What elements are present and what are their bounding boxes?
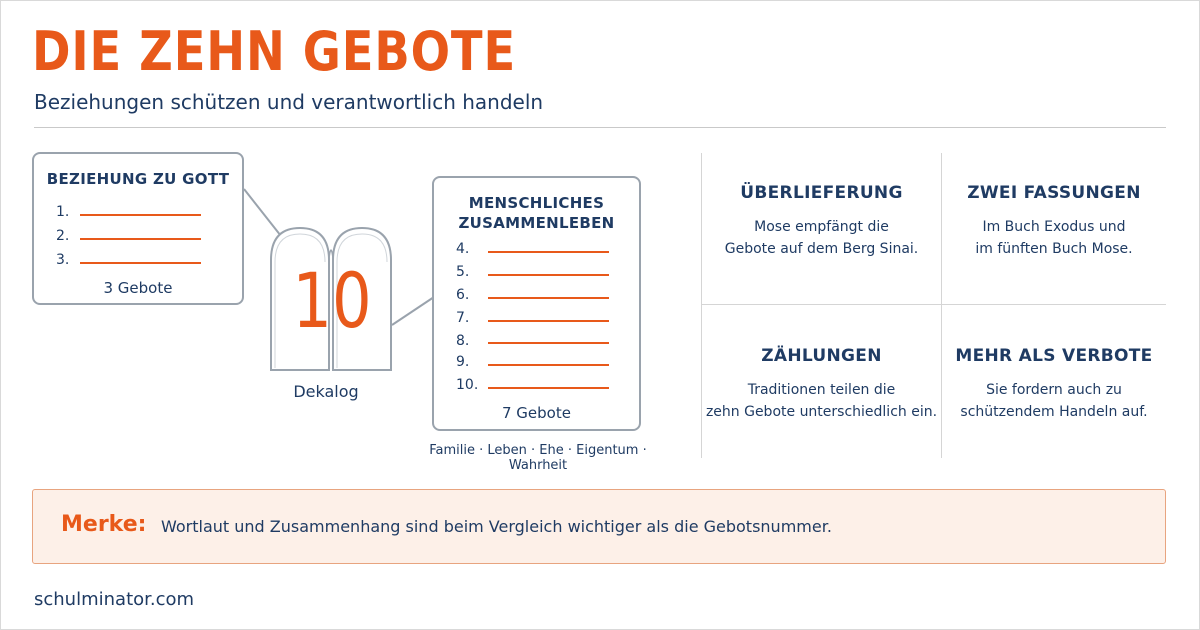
- human-box-heading-line2: ZUSAMMENLEBEN: [458, 214, 615, 232]
- grid-divider-horizontal: [701, 304, 1166, 305]
- god-box-heading: BEZIEHUNG ZU GOTT: [46, 170, 230, 188]
- note-box: [32, 489, 1166, 564]
- human-relationship-box: [432, 176, 641, 431]
- list-item: 3.: [56, 252, 70, 268]
- fact-cell-tradition: [702, 182, 941, 260]
- blank-line: [80, 238, 201, 240]
- blank-line: [488, 251, 609, 253]
- note-label: Merke:: [61, 512, 147, 537]
- list-item: 10.: [456, 377, 479, 393]
- list-item: 9.: [456, 354, 470, 370]
- blank-line: [488, 274, 609, 276]
- list-item: 7.: [456, 310, 470, 326]
- fact-heading: ÜBERLIEFERUNG: [740, 183, 903, 203]
- list-item: 1.: [56, 204, 70, 220]
- blank-line: [488, 387, 609, 389]
- fact-heading: ZWEI FASSUNGEN: [967, 183, 1141, 203]
- list-item: 6.: [456, 287, 470, 303]
- fact-text: Traditionen teilen die zehn Gebote unterschiedlich ein.: [705, 382, 938, 420]
- human-box-count: 7 Gebote: [502, 404, 571, 422]
- god-box-count: 3 Gebote: [103, 279, 173, 297]
- human-topics: Familie · Leben · Ehe · Eigentum · Wahrheit: [429, 443, 647, 473]
- fact-heading: ZÄHLUNGEN: [761, 346, 882, 366]
- note-text: Wortlaut und Zusammenhang sind beim Vergleich wichtiger als die Gebotsnummer.: [161, 517, 832, 536]
- fact-text: Im Buch Exodus und im fünften Buch Mose.: [975, 219, 1133, 257]
- fact-text: Sie fordern auch zu schützendem Handeln auf.: [960, 382, 1148, 420]
- tablets-caption: Dekalog: [293, 382, 359, 401]
- fact-cell-versions: [942, 182, 1166, 260]
- site-link[interactable]: schulminator.com: [34, 589, 195, 610]
- blank-line: [80, 214, 201, 216]
- fact-cell-more-than-prohibitions: [942, 345, 1166, 423]
- fact-cell-counting: [702, 345, 941, 423]
- blank-line: [488, 364, 609, 366]
- tablets-illustration: [268, 222, 396, 372]
- list-item: 8.: [456, 333, 470, 349]
- blank-line: [488, 320, 609, 322]
- fact-heading: MEHR ALS VERBOTE: [955, 346, 1153, 366]
- page-title: DIE ZEHN GEBOTE: [32, 20, 517, 83]
- blank-line: [488, 342, 609, 344]
- human-box-heading-line1: MENSCHLICHES: [468, 194, 605, 212]
- list-item: 4.: [456, 241, 470, 257]
- list-item: 5.: [456, 264, 470, 280]
- ten-number: 10: [292, 256, 372, 345]
- page-subtitle: Beziehungen schützen und verantwortlich handeln: [34, 90, 544, 114]
- blank-line: [488, 297, 609, 299]
- fact-text: Mose empfängt die Gebote auf dem Berg Sinai.: [724, 219, 919, 257]
- list-item: 2.: [56, 228, 70, 244]
- blank-line: [80, 262, 201, 264]
- god-relationship-box: [32, 152, 244, 305]
